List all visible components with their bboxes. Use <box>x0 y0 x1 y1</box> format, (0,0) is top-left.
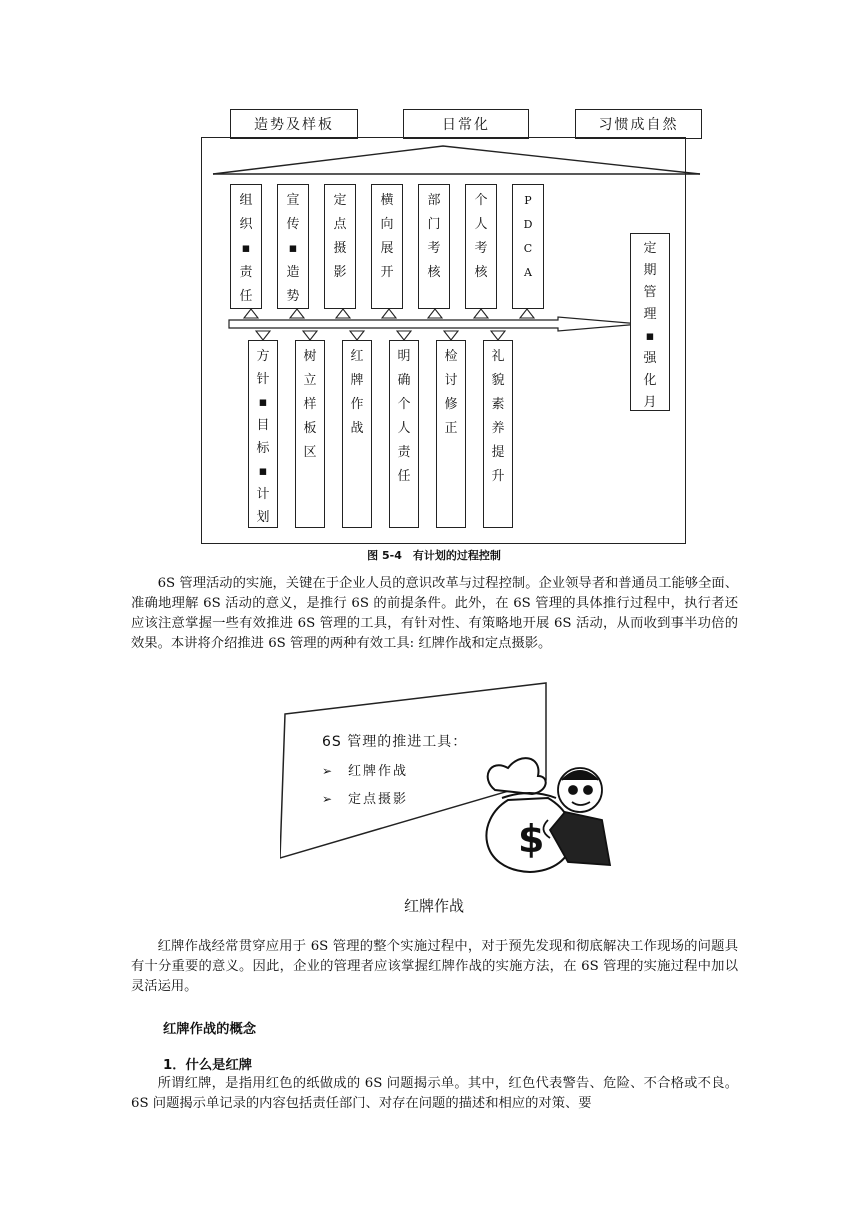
tools-illustration <box>280 680 620 880</box>
section-heading: 红牌作战 <box>403 897 464 915</box>
lower-box-model-area: 树 立 样 板 区 <box>295 340 325 528</box>
header-label-habit: 习惯成自然 <box>575 109 702 139</box>
figure-caption: 图 5-4 有计划的过程控制 <box>367 549 501 562</box>
header-label-momentum: 造势及样板 <box>230 109 358 139</box>
lower-box-review-correct: 检 讨 修 正 <box>436 340 466 528</box>
lower-box-etiquette: 礼 貌 素 养 提 升 <box>483 340 513 528</box>
bullet-arrow-icon: ➢ <box>322 764 335 778</box>
upper-box-pdca: P D C A <box>512 184 544 309</box>
upper-box-department-review: 部 门 考 核 <box>418 184 450 309</box>
tools-title: 6S 管理的推进工具： <box>322 734 468 750</box>
paragraph-red-tag-overview: 红牌作战经常贯穿应用于 6S 管理的整个实施过程中，对于预先发现和彻底解决工作现场的问题具有十分重要的意义。因此，企业的管理者应该掌握红牌作战的实施方法，在 6S 管理的实施过程中加以灵活运用。 <box>131 939 738 994</box>
lower-box-policy: 方 针 ▪ 目 标 ▪ 计 划 <box>248 340 278 528</box>
tool-item-red-tag: ➢ 红牌作战 <box>322 764 409 779</box>
lower-box-personal-responsibility: 明 确 个 人 责 任 <box>389 340 419 528</box>
concept-heading: 红牌作战的概念 <box>163 1022 257 1037</box>
lower-box-red-tag: 红 牌 作 战 <box>342 340 372 528</box>
upper-box-organization: 组 织 ▪ 责 任 <box>230 184 262 309</box>
tool-item-fixed-point-photo: ➢ 定点摄影 <box>322 792 409 807</box>
question-heading: 1．什么是红牌 <box>163 1058 253 1073</box>
upper-box-fixed-point-photo: 定 点 摄 影 <box>324 184 356 309</box>
header-label-routine: 日常化 <box>403 109 529 139</box>
bullet-arrow-icon: ➢ <box>322 792 335 806</box>
upper-box-personal-review: 个 人 考 核 <box>465 184 497 309</box>
dollar-sign: $ <box>518 817 545 861</box>
paragraph-red-tag-definition: 所谓红牌，是指用红色的纸做成的 6S 问题揭示单。其中，红色代表警告、危险、不合格或不良。6S 问题揭示单记录的内容包括责任部门、对存在问题的描述和相应的对策、要 <box>131 1076 738 1111</box>
paragraph-intro: 6S 管理活动的实施，关键在于企业人员的意识改革与过程控制。企业领导者和普通员工能够全面、准确地理解 6S 活动的意义，是推行 6S 的前提条件。此外，在 6S 管理的具体推行过程中，执行者还应该注意掌握一些有效推进 6S 管理的工具，有针对性、有策略地开展 6S 活动，从而收到事半功倍的效果。本讲将介绍推进 6S 管理的两种有效工具: 红牌作战和定点摄影。 <box>131 576 738 651</box>
upper-box-horizontal-expansion: 横 向 展 开 <box>371 184 403 309</box>
upper-box-publicity: 宣 传 ▪ 造 势 <box>277 184 309 309</box>
right-box-periodic-management: 定 期 管 理 ▪ 强 化 月 <box>630 233 670 411</box>
